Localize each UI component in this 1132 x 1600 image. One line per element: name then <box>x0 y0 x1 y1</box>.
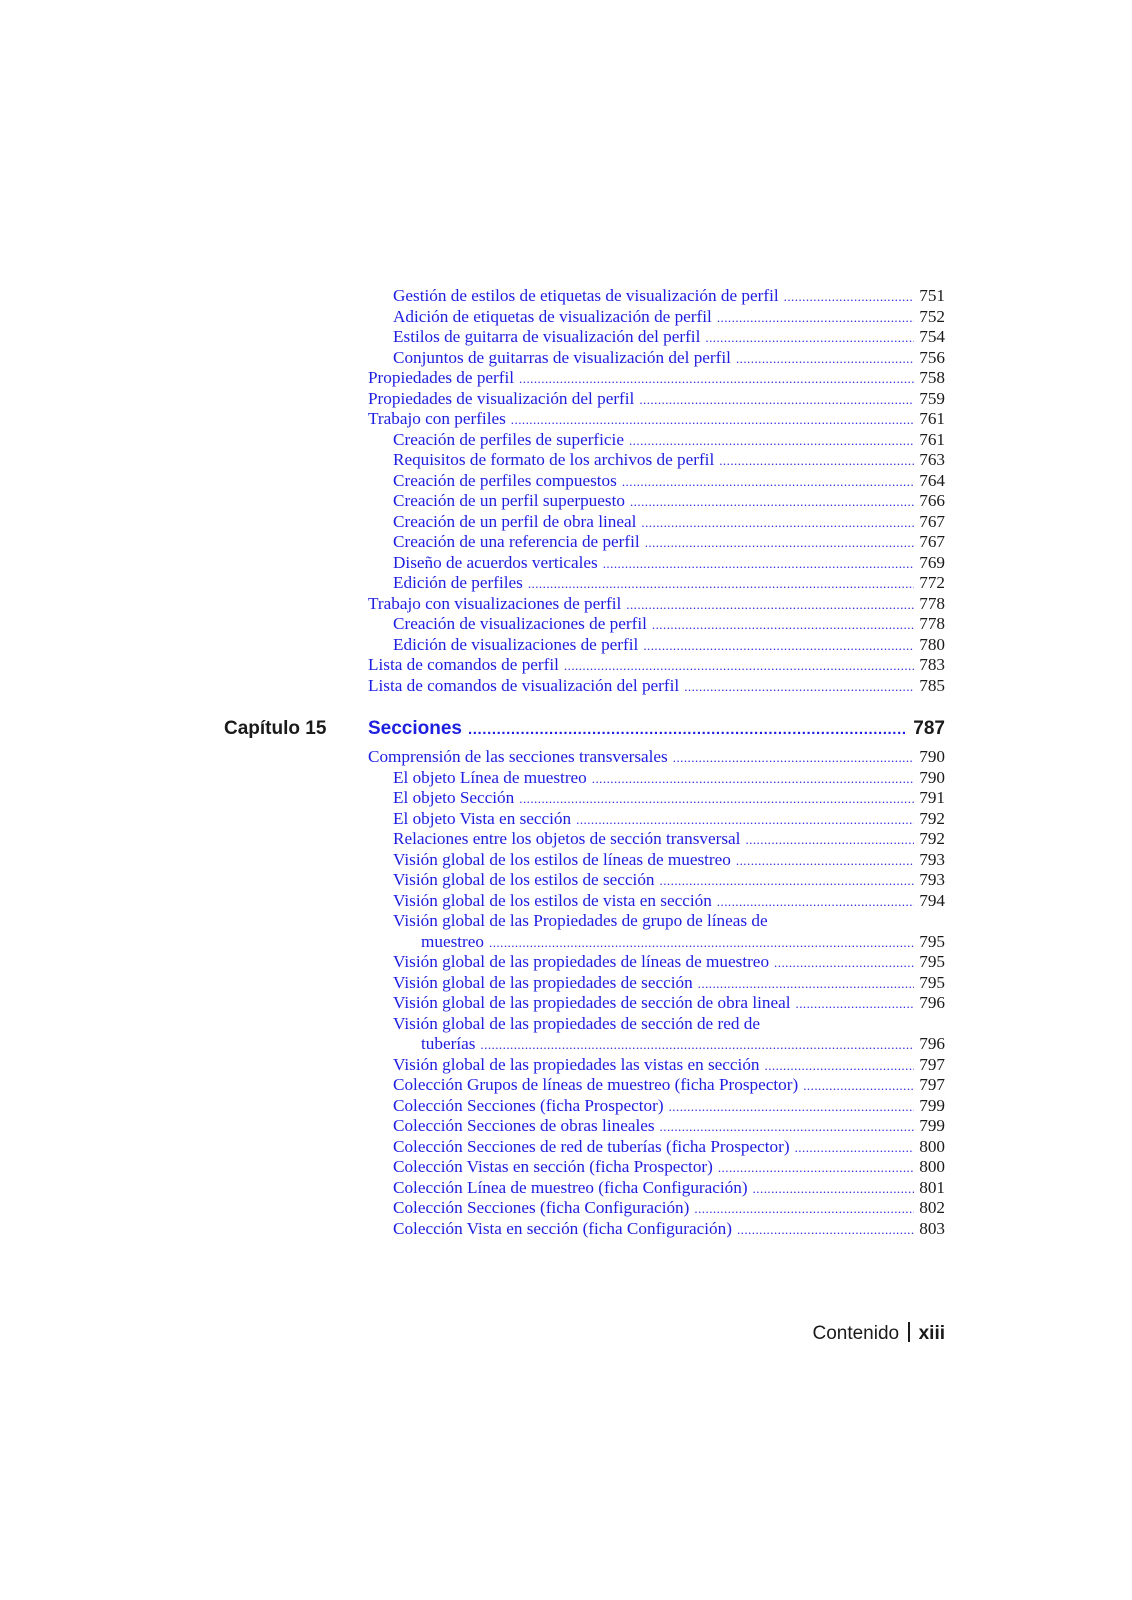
toc-entry-title[interactable]: Estilos de guitarra de visualización del perfil <box>393 327 701 346</box>
dot-leader <box>753 1179 915 1200</box>
toc-entry-title[interactable]: Visión global de los estilos de líneas de muestreo <box>393 849 731 869</box>
toc-entry-title[interactable]: Creación de un perfil superpuesto <box>393 491 625 510</box>
toc-entry[interactable] <box>368 809 945 830</box>
dot-leader <box>652 615 914 636</box>
toc-entry[interactable] <box>368 430 945 451</box>
toc-entry-title[interactable]: Creación de una referencia de perfil <box>393 532 640 551</box>
toc-entry-title[interactable]: Propiedades de perfil <box>368 368 515 387</box>
toc-entry-page-number: 778 <box>919 593 945 613</box>
toc-entry-title[interactable]: Colección Vistas en sección (ficha Prospector) <box>393 1157 713 1176</box>
toc-entry-page-number: 795 <box>919 931 945 951</box>
toc-entry[interactable] <box>368 348 945 369</box>
toc-entry-title[interactable]: Colección Secciones de red de tuberías (ficha Prospector) <box>393 1136 790 1156</box>
dot-leader <box>669 1097 915 1118</box>
toc-entry-title[interactable]: Creación de perfiles compuestos <box>393 470 617 490</box>
toc-entry[interactable] <box>368 747 945 768</box>
toc-entry-title[interactable]: Comprensión de las secciones transversales <box>368 747 668 766</box>
toc-entry-page-number: 763 <box>919 450 945 469</box>
chapter-heading[interactable] <box>224 718 945 742</box>
chapter-page-number: 787 <box>913 718 945 739</box>
toc-entry-page-number: 800 <box>919 1157 945 1176</box>
toc-entry[interactable] <box>368 409 945 430</box>
toc-entry[interactable] <box>368 1157 945 1178</box>
dot-leader <box>643 636 914 657</box>
toc-entry-title[interactable]: Requisitos de formato de los archivos de perfil <box>393 450 715 469</box>
toc-entry[interactable] <box>368 1137 945 1158</box>
toc-entry-title[interactable]: Visión global de las propiedades las vistas en sección <box>393 1054 760 1074</box>
toc-entry[interactable] <box>368 676 945 697</box>
toc-entry-page-number: 756 <box>919 347 945 367</box>
dot-leader <box>684 677 914 698</box>
dot-leader <box>694 1199 914 1220</box>
toc-entry[interactable] <box>368 553 945 574</box>
toc-entry-title[interactable]: El objeto Sección <box>393 788 515 807</box>
dot-leader <box>480 1035 914 1056</box>
toc-entry[interactable] <box>368 768 945 789</box>
toc-entry[interactable] <box>368 471 945 492</box>
footer-page-number: xiii <box>918 1323 945 1344</box>
dot-leader <box>774 953 914 974</box>
toc-entry-page-number: 772 <box>919 573 945 592</box>
dot-leader <box>765 1056 915 1077</box>
toc-entry-title[interactable]: Trabajo con visualizaciones de perfil <box>368 593 622 613</box>
dot-leader <box>736 349 914 370</box>
toc-entry[interactable] <box>368 389 945 410</box>
toc-entry[interactable] <box>368 286 945 307</box>
toc-entry[interactable] <box>368 993 945 1014</box>
toc-entry-page-number: 751 <box>919 286 945 305</box>
toc-entry-page-number: 803 <box>919 1218 945 1238</box>
toc-entry[interactable] <box>368 850 945 871</box>
toc-entry-title[interactable]: Creación de un perfil de obra lineal <box>393 511 637 531</box>
toc-entry-page-number: 793 <box>919 849 945 869</box>
toc-entry-page-number: 785 <box>919 675 945 695</box>
dot-leader <box>673 748 914 769</box>
toc-entry[interactable] <box>368 450 945 471</box>
toc-entry-title[interactable]: Edición de visualizaciones de perfil <box>393 634 639 654</box>
toc-entry[interactable] <box>368 307 945 328</box>
toc-entry-page-number: 754 <box>919 327 945 346</box>
toc-entry-page-number: 758 <box>919 368 945 387</box>
toc-entry-page-number: 791 <box>919 788 945 807</box>
toc-entry[interactable] <box>368 1219 945 1240</box>
toc-entry[interactable] <box>368 1034 945 1055</box>
toc-entry[interactable] <box>368 512 945 533</box>
toc-section-profiles <box>368 286 945 696</box>
chapter-title-link[interactable]: Secciones <box>368 718 462 739</box>
toc-entry-title[interactable]: Visión global de las propiedades de sección <box>393 972 693 992</box>
toc-entry[interactable] <box>368 491 945 512</box>
toc-entry-page-number: 767 <box>919 532 945 551</box>
toc-entry[interactable] <box>368 635 945 656</box>
toc-entry-page-number: 790 <box>919 767 945 787</box>
dot-leader <box>626 595 914 616</box>
toc-entry-title[interactable]: Visión global de las Propiedades de grupo de líneas de <box>393 911 768 930</box>
toc-entry[interactable] <box>368 614 945 635</box>
toc-entry-title[interactable]: Gestión de estilos de etiquetas de visualización de perfil <box>393 286 779 305</box>
toc-entry-title[interactable]: Trabajo con perfiles <box>368 409 506 428</box>
dot-leader <box>511 410 914 431</box>
toc-entry-page-number: 795 <box>919 972 945 992</box>
dot-leader <box>645 533 915 554</box>
toc-entry-title[interactable]: Colección Vista en sección (ficha Configuración) <box>393 1218 732 1238</box>
toc-entry-title[interactable]: Colección Secciones (ficha Prospector) <box>393 1095 664 1115</box>
dot-leader <box>630 492 914 513</box>
toc-entry-page-number: 764 <box>919 470 945 490</box>
toc-entry[interactable] <box>368 655 945 676</box>
toc-entry-title[interactable]: Creación de visualizaciones de perfil <box>393 614 647 633</box>
dot-leader <box>641 513 914 534</box>
toc-entry-page-number: 796 <box>919 1034 945 1053</box>
toc-entry[interactable] <box>368 327 945 348</box>
toc-entry-page-number: 799 <box>919 1095 945 1115</box>
toc-entry[interactable] <box>368 932 945 953</box>
dot-leader <box>592 769 914 790</box>
dot-leader <box>803 1076 914 1097</box>
toc-entry[interactable] <box>368 1178 945 1199</box>
toc-entry-page-number: 792 <box>919 808 945 828</box>
dot-leader <box>622 472 914 493</box>
toc-entry-page-number: 794 <box>919 890 945 910</box>
toc-entry-page-number: 797 <box>919 1054 945 1074</box>
toc-entry-title[interactable]: Diseño de acuerdos verticales <box>393 552 598 572</box>
toc-entry[interactable] <box>368 1096 945 1117</box>
toc-entry[interactable] <box>368 573 945 594</box>
toc-entry-title[interactable]: Visión global de los estilos de sección <box>393 870 655 889</box>
toc-entry-title[interactable]: Colección Línea de muestreo (ficha Configuración) <box>393 1177 748 1197</box>
toc-entry-page-number: 802 <box>919 1198 945 1217</box>
toc-entry[interactable] <box>368 1198 945 1219</box>
toc-entry-title[interactable]: Lista de comandos de perfil <box>368 655 559 674</box>
toc-entry[interactable] <box>368 1014 945 1035</box>
toc-entry-page-number: 767 <box>919 511 945 531</box>
toc-entry-title[interactable]: Colección Secciones de obras lineales <box>393 1116 655 1135</box>
toc-entry-title[interactable]: Visión global de los estilos de vista en sección <box>393 890 712 910</box>
toc-entry[interactable] <box>368 870 945 891</box>
dot-leader <box>660 871 915 892</box>
chapter-label: Capítulo 15 <box>224 718 327 739</box>
dot-leader <box>629 431 914 452</box>
dot-leader <box>489 933 914 954</box>
toc-entry-page-number: 796 <box>919 993 945 1012</box>
toc-entry-page-number: 783 <box>919 655 945 674</box>
footer-separator <box>908 1322 910 1342</box>
toc-entry-title[interactable]: Propiedades de visualización del perfil <box>368 388 635 408</box>
dot-leader <box>745 830 914 851</box>
dot-leader <box>639 390 914 411</box>
toc-entry-title[interactable]: Edición de perfiles <box>393 573 523 592</box>
dot-leader <box>717 308 914 329</box>
footer-label: Contenido <box>812 1323 900 1344</box>
dot-leader <box>528 574 914 595</box>
toc-entry-page-number: 780 <box>919 634 945 654</box>
toc-entry-title[interactable]: Colección Secciones (ficha Configuración) <box>393 1198 690 1217</box>
dot-leader <box>796 994 915 1015</box>
toc-entry-title[interactable]: muestreo <box>421 931 485 951</box>
dot-leader <box>660 1117 915 1138</box>
toc-entry-page-number: 761 <box>919 409 945 428</box>
toc-entry-title[interactable]: Colección Grupos de líneas de muestreo (ficha Prospector) <box>393 1075 799 1094</box>
toc-entry-title[interactable]: El objeto Línea de muestreo <box>393 767 587 787</box>
toc-entry-page-number: 761 <box>919 429 945 449</box>
toc-entry-page-number: 778 <box>919 614 945 633</box>
toc-entry-title[interactable]: Conjuntos de guitarras de visualización del perfil <box>393 347 731 367</box>
dot-leader <box>736 851 914 872</box>
toc-entry-page-number: 790 <box>919 747 945 766</box>
toc-entry-page-number: 801 <box>919 1177 945 1197</box>
dot-leader <box>603 554 914 575</box>
toc-entry[interactable] <box>368 911 945 932</box>
toc-entry[interactable] <box>368 973 945 994</box>
toc-entry-title[interactable]: Visión global de las propiedades de sección de red de <box>393 1013 760 1033</box>
toc-entry[interactable] <box>368 1055 945 1076</box>
dot-leader <box>698 974 915 995</box>
dot-leader <box>717 892 914 913</box>
toc-entry[interactable] <box>368 594 945 615</box>
toc-entry[interactable] <box>368 829 945 850</box>
toc-entry-page-number: 797 <box>919 1075 945 1094</box>
toc-entry[interactable] <box>368 788 945 809</box>
toc-entry-page-number: 793 <box>919 870 945 889</box>
dot-leader <box>519 369 914 390</box>
dot-leader <box>737 1220 914 1241</box>
toc-entry-page-number: 799 <box>919 1116 945 1135</box>
toc-entry[interactable] <box>368 891 945 912</box>
dot-leader <box>795 1138 915 1159</box>
dot-leader <box>564 656 914 677</box>
page-footer <box>812 1322 945 1345</box>
toc-entry[interactable] <box>368 368 945 389</box>
toc-entry-title[interactable]: Visión global de las propiedades de líneas de muestreo <box>393 952 770 971</box>
dot-leader <box>719 451 914 472</box>
dot-leader <box>576 810 914 831</box>
toc-entry-title[interactable]: Relaciones entre los objetos de sección transversal <box>393 829 741 848</box>
toc-entry-title[interactable]: El objeto Vista en sección <box>393 808 572 828</box>
dot-leader <box>718 1158 914 1179</box>
toc-section-sections <box>368 747 945 1239</box>
dot-leader <box>468 721 907 738</box>
toc-entry-title[interactable]: Lista de comandos de visualización del perfil <box>368 675 680 695</box>
toc-entry-page-number: 766 <box>919 491 945 510</box>
toc-entry-title[interactable]: tuberías <box>421 1034 476 1053</box>
toc-entry-page-number: 769 <box>919 552 945 572</box>
toc-entry-page-number: 800 <box>919 1136 945 1156</box>
dot-leader <box>784 287 915 308</box>
toc-entry-page-number: 752 <box>919 306 945 326</box>
toc-entry[interactable] <box>368 1116 945 1137</box>
toc-entry[interactable] <box>368 532 945 553</box>
dot-leader <box>519 789 914 810</box>
toc-entry-title[interactable]: Adición de etiquetas de visualización de perfil <box>393 306 712 326</box>
toc-entry-title[interactable]: Creación de perfiles de superficie <box>393 429 624 449</box>
dot-leader <box>705 328 914 349</box>
toc-entry[interactable] <box>368 1075 945 1096</box>
toc-entry-page-number: 759 <box>919 388 945 408</box>
toc-entry-page-number: 795 <box>919 952 945 971</box>
toc-entry-title[interactable]: Visión global de las propiedades de sección de obra lineal <box>393 993 791 1012</box>
toc-entry[interactable] <box>368 952 945 973</box>
toc-entry-page-number: 792 <box>919 829 945 848</box>
